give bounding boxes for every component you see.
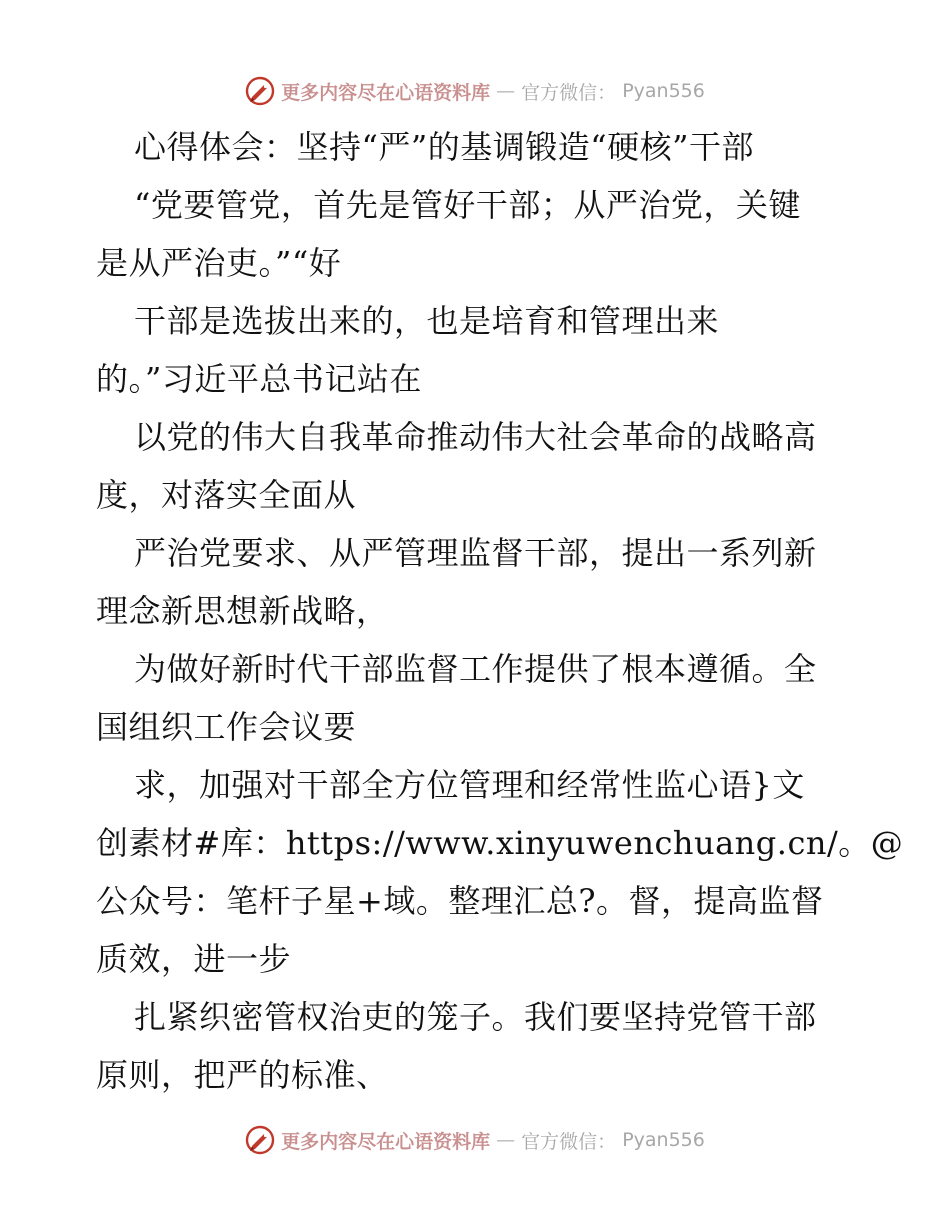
document-body	[96, 118, 904, 1104]
footer-separator: —	[496, 1129, 516, 1151]
pen-logo-icon	[245, 1125, 275, 1155]
body-line: 求，加强对干部全方位管理和经常性监心语}文	[134, 766, 805, 804]
footer-brand-text: 更多内容尽在心语资料库	[281, 1130, 491, 1153]
header-separator: —	[496, 80, 516, 102]
header-brand-text: 更多内容尽在心语资料库	[281, 81, 491, 104]
body-line: 扎紧织密管权治吏的笼子。我们要坚持党管干部	[134, 998, 817, 1036]
body-line: 质效，进一步	[96, 940, 292, 978]
pen-logo-icon	[245, 76, 275, 106]
body-line: 干部是选拔出来的，也是培育和管理出来	[134, 302, 720, 340]
body-line: 以党的伟大自我革命推动伟大社会革命的战略高	[134, 418, 817, 456]
body-line: 公众号：笔杆子星+域。整理汇总?。督，提高监督	[96, 882, 824, 920]
body-line: 是从严治吏。”“好	[96, 244, 342, 282]
body-line: 严治党要求、从严管理监督干部，提出一系列新	[134, 534, 817, 572]
header-banner	[0, 71, 950, 111]
body-line: 理念新思想新战略，	[96, 592, 389, 630]
header-official-label: 官方微信：	[521, 81, 617, 104]
footer-banner	[0, 1120, 950, 1160]
body-line: 国组织工作会议要	[96, 708, 357, 746]
footer-wechat-id: Pyan556	[622, 1129, 705, 1151]
header-wechat-id: Pyan556	[622, 80, 705, 102]
title-line: 心得体会：坚持“严”的基调锻造“硬核”干部	[134, 128, 754, 166]
body-line: 度，对落实全面从	[96, 476, 357, 514]
body-line: “党要管党，首先是管好干部；从严治党，关键	[134, 186, 801, 224]
body-line: 创素材#库：https://www.xinyuwenchuang.cn/。@	[96, 824, 904, 862]
body-line: 为做好新时代干部监督工作提供了根本遵循。全	[134, 650, 817, 688]
body-line: 原则，把严的标准、	[96, 1056, 389, 1094]
body-line: 的。”习近平总书记站在	[96, 360, 422, 398]
footer-official-label: 官方微信：	[521, 1130, 617, 1153]
